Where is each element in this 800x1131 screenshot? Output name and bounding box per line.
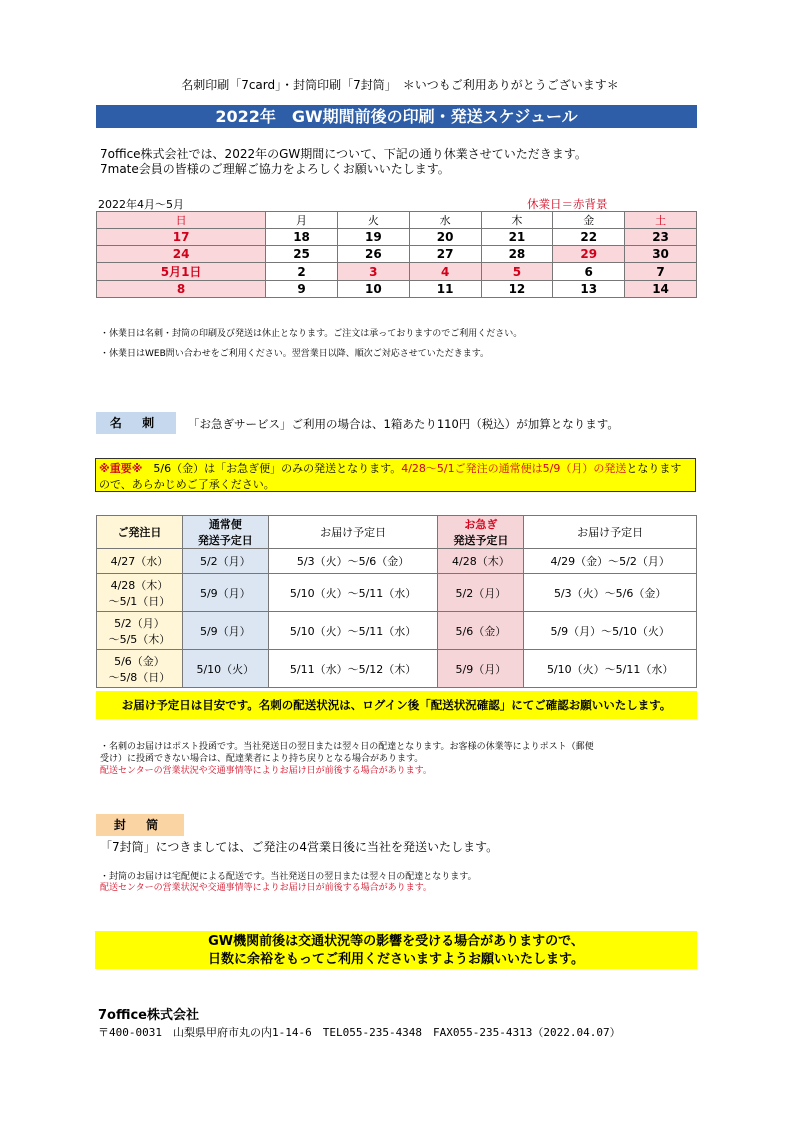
col-express-ship-line2: 発送予定日 <box>453 534 509 547</box>
order-date-cell <box>97 650 183 688</box>
company-address: 〒400-0031 山梨県甲府市丸の内1-14-6 TEL055-235-4348 FAX055-235-4313（2022.04.07） <box>98 1026 621 1039</box>
intro-line: 7mate会員の皆様のご理解ご協力をよろしくお願いいたします。 <box>100 162 450 176</box>
calendar-week <box>97 263 697 281</box>
schedule-header-row <box>97 516 697 549</box>
calendar-day: 29 <box>553 246 625 263</box>
note-line-warning: 配送センターの営業状況や交通事情等によりお届け日が前後する場合があります。 <box>100 883 432 893</box>
futo-shipping-note: 「7封筒」につきましては、ご発注の4営業日後に当社を発送いたします。 <box>100 840 499 854</box>
intro-line: 7office株式会社では、2022年のGW期間について、下記の通り休業させていただきます。 <box>100 147 587 161</box>
col-order-date: ご発注日 <box>97 516 183 549</box>
normal-ship-cell: 5/2（月） <box>182 549 268 574</box>
weekday-tue: 火 <box>337 212 409 229</box>
warning-highlight: 4/28～5/1ご発注の通常便は5/9（月）の発送 <box>401 462 627 475</box>
calendar-period: 2022年4月～5月 <box>98 198 184 211</box>
weekday-mon: 月 <box>266 212 338 229</box>
delivery-express-cell: 5/10（火）～5/11（水） <box>524 650 697 688</box>
delivery-cell: 5/11（水）～5/12（木） <box>268 650 438 688</box>
express-ship-cell: 5/6（金） <box>438 612 524 650</box>
table-row <box>97 574 697 612</box>
company-name: 7office株式会社 <box>98 1008 199 1023</box>
calendar-day: 24 <box>97 246 266 263</box>
shipping-schedule-table <box>96 515 697 688</box>
calendar-day: 13 <box>553 281 625 298</box>
note-line-warning: 配送センターの営業状況や交通事情等によりお届け日が前後する場合があります。 <box>100 766 432 776</box>
note-line: ・封筒のお届けは宅配便による配送です。当社発送日の翌日または翌々日の配達となります。 <box>100 872 477 882</box>
table-row <box>97 650 697 688</box>
normal-ship-cell: 5/9（月） <box>182 574 268 612</box>
col-delivery: お届け予定日 <box>268 516 438 549</box>
table-row <box>97 612 697 650</box>
intro-text <box>100 147 720 177</box>
delivery-express-cell: 4/29（金）～5/2（月） <box>524 549 697 574</box>
order-date-line: ～5/8（日） <box>108 670 171 684</box>
express-ship-cell: 5/2（月） <box>438 574 524 612</box>
order-date-cell: 4/27（水） <box>97 549 183 574</box>
warning-text: 5/6（金）は「お急ぎ便」のみの発送となります。 <box>142 462 402 475</box>
table-row <box>97 549 697 574</box>
col-express-ship-line1: お急ぎ <box>464 518 498 531</box>
order-date-line: 4/28（木） <box>110 578 169 592</box>
delivery-express-cell: 5/3（火）～5/6（金） <box>524 574 697 612</box>
col-normal-ship <box>182 516 268 549</box>
order-date-line: 5/2（月） <box>114 616 165 630</box>
calendar-day: 6 <box>553 263 625 281</box>
order-date-line: ～5/5（木） <box>108 632 171 646</box>
calendar-day: 7 <box>625 263 697 281</box>
calendar-header-row <box>97 212 697 229</box>
calendar-day: 3 <box>337 263 409 281</box>
delivery-cell: 5/10（火）～5/11（水） <box>268 574 438 612</box>
delivery-express-cell: 5/9（月）～5/10（火） <box>524 612 697 650</box>
calendar-day: 5 <box>481 263 553 281</box>
order-date-cell <box>97 574 183 612</box>
weekday-thu: 木 <box>481 212 553 229</box>
important-warning <box>95 458 696 492</box>
calendar-week <box>97 246 697 263</box>
calendar-day: 17 <box>97 229 266 246</box>
delivery-cell: 5/10（火）～5/11（水） <box>268 612 438 650</box>
calendar-day: 4 <box>409 263 481 281</box>
calendar-day: 23 <box>625 229 697 246</box>
order-date-line: ～5/1（日） <box>108 594 171 608</box>
calendar-week <box>97 229 697 246</box>
futo-section-label: 封 筒 <box>96 814 184 836</box>
calendar-day: 2 <box>266 263 338 281</box>
calendar-day: 30 <box>625 246 697 263</box>
banner-line: GW機関前後は交通状況等の影響を受ける場合がありますので、 <box>208 934 584 949</box>
calendar-day: 12 <box>481 281 553 298</box>
futo-delivery-notes <box>100 872 477 894</box>
order-date-cell <box>97 612 183 650</box>
calendar-day: 11 <box>409 281 481 298</box>
express-ship-cell: 4/28（木） <box>438 549 524 574</box>
normal-ship-cell: 5/9（月） <box>182 612 268 650</box>
delivery-estimate-note: お届け予定日は目安です。名刺の配送状況は、ログイン後「配送状況確認」にてご確認お願いいたします。 <box>96 691 697 719</box>
col-normal-ship-line2: 発送予定日 <box>197 534 253 547</box>
calendar-day: 10 <box>337 281 409 298</box>
note-line: ・休業日は名刺・封筒の印刷及び発送は休止となります。ご注文は承っておりますのでご利用ください。 <box>100 329 523 339</box>
warning-text-end: となりますので、あらかじめご了承ください。 <box>99 462 682 491</box>
meishi-delivery-notes <box>100 741 700 777</box>
weekday-sat: 土 <box>625 212 697 229</box>
note-line: ・休業日はWEB問い合わせをご利用ください。翌営業日以降、順次ご対応させていただきます。 <box>100 349 490 359</box>
calendar-legend: 休業日＝赤背景 <box>527 197 608 211</box>
calendar-day: 8 <box>97 281 266 298</box>
calendar-day: 19 <box>337 229 409 246</box>
weekday-wed: 水 <box>409 212 481 229</box>
calendar-day: 22 <box>553 229 625 246</box>
page-title: 2022年 GW期間前後の印刷・発送スケジュール <box>96 105 697 128</box>
calendar-week <box>97 281 697 298</box>
calendar-day: 21 <box>481 229 553 246</box>
express-ship-cell: 5/9（月） <box>438 650 524 688</box>
weekday-sun: 日 <box>97 212 266 229</box>
calendar-day: 18 <box>266 229 338 246</box>
calendar-day: 5月1日 <box>97 263 266 281</box>
meishi-section-label: 名 刺 <box>96 412 176 434</box>
calendar-day: 26 <box>337 246 409 263</box>
normal-ship-cell: 5/10（火） <box>182 650 268 688</box>
calendar-day: 25 <box>266 246 338 263</box>
calendar-day: 27 <box>409 246 481 263</box>
col-normal-ship-line1: 通常便 <box>208 518 242 531</box>
meishi-express-note: 「お急ぎサービス」ご利用の場合は、1箱あたり110円（税込）が加算となります。 <box>188 417 619 431</box>
warning-label: ※重要※ <box>99 462 143 475</box>
col-delivery-express: お届け予定日 <box>524 516 697 549</box>
banner-line: 日数に余裕をもってご利用くださいますようお願いいたします。 <box>208 952 584 967</box>
holiday-calendar <box>96 211 697 298</box>
calendar-day: 20 <box>409 229 481 246</box>
gw-traffic-banner <box>95 931 697 969</box>
calendar-day: 9 <box>266 281 338 298</box>
weekday-fri: 金 <box>553 212 625 229</box>
holiday-notes <box>100 324 522 364</box>
order-date-line: 5/6（金） <box>114 654 165 668</box>
note-line: 受け）に投函できない場合は、配達業者により持ち戻りとなる場合があります。 <box>100 754 424 764</box>
header-tagline: 名刺印刷「7card」・封筒印刷「7封筒」 ＊いつもご利用ありがとうございます＊ <box>181 78 619 92</box>
calendar-day: 14 <box>625 281 697 298</box>
calendar-day: 28 <box>481 246 553 263</box>
col-express-ship <box>438 516 524 549</box>
note-line: ・名刺のお届けはポスト投函です。当社発送日の翌日または翌々日の配達となります。お客様の休業等によりポスト（郵便 <box>100 742 594 752</box>
delivery-cell: 5/3（火）～5/6（金） <box>268 549 438 574</box>
